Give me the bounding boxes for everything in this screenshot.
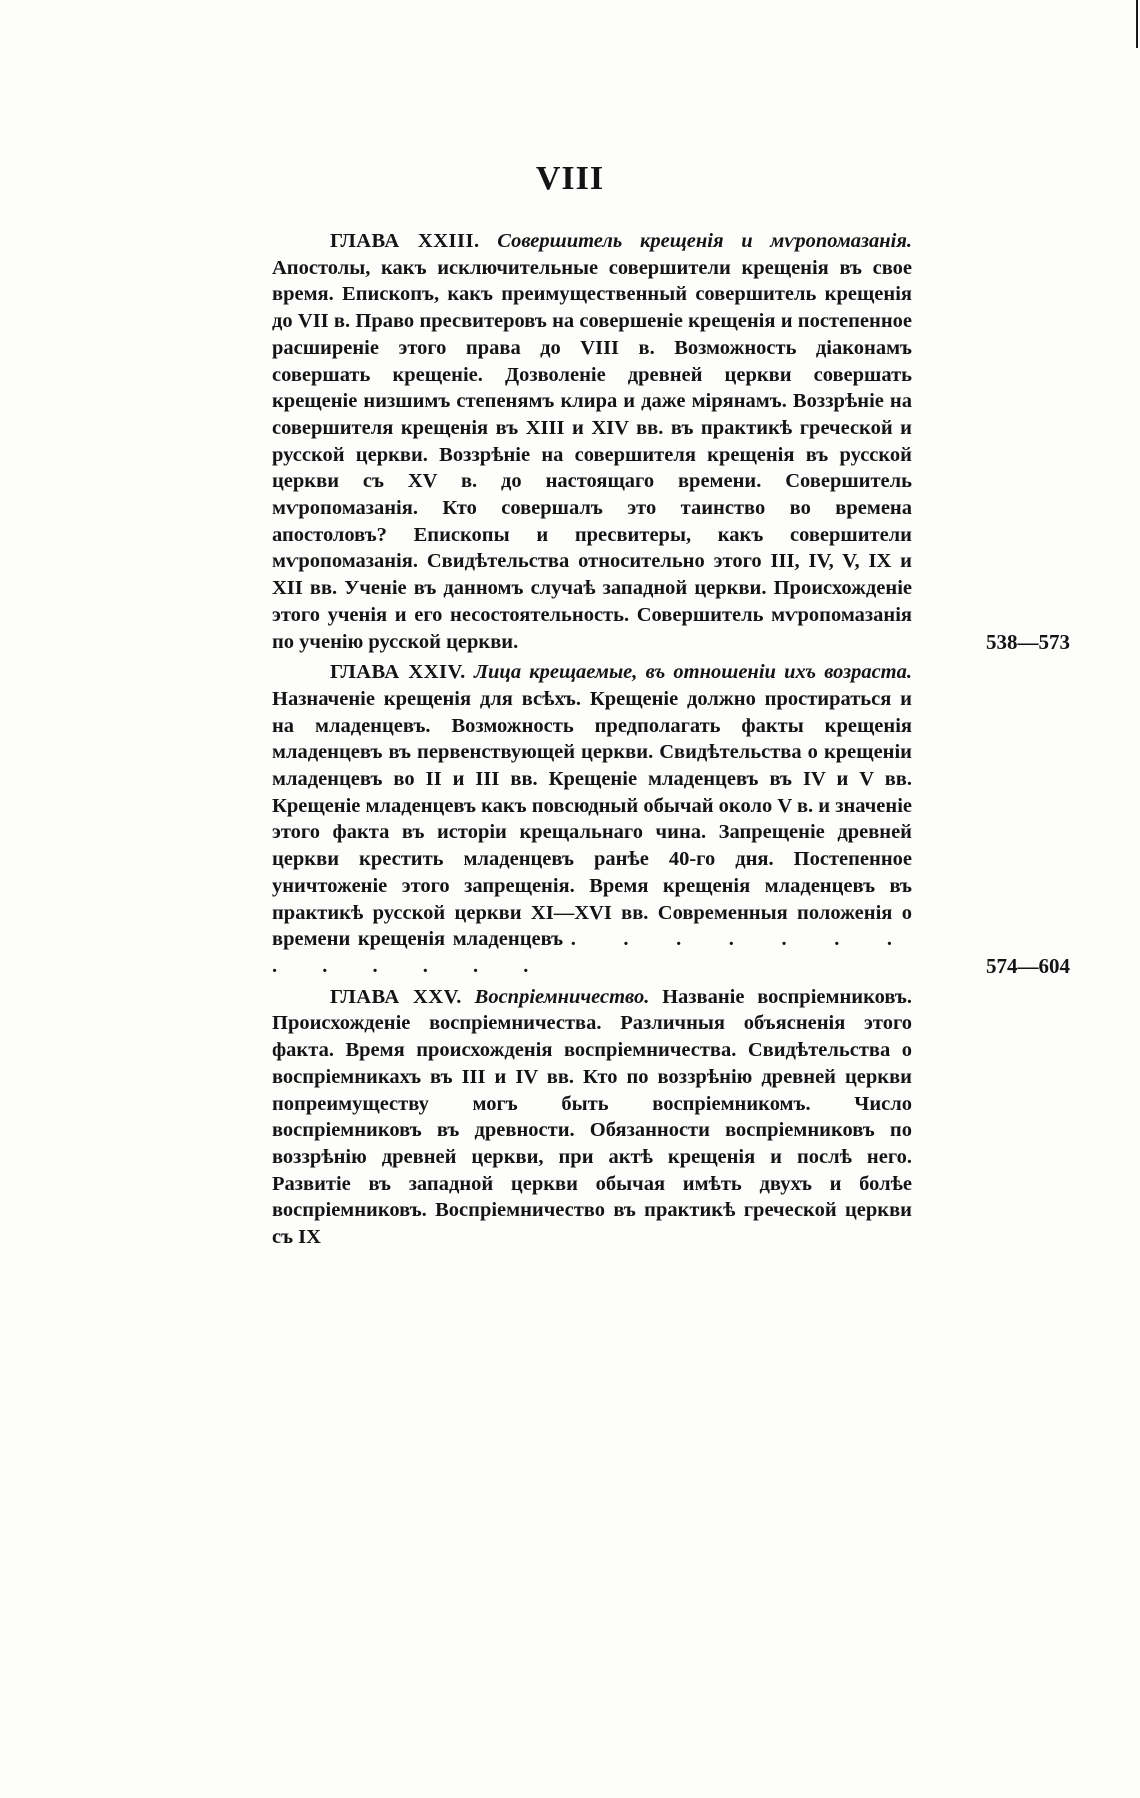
chapter-summary: Названіе воспріемниковъ. Происхожденіе воспріемничества. Различныя объясненія этого факта. Время происхожденія воспріемничества. Свидѣтельства о воспріемникахъ въ III и IV вв. Кто по воззрѣнію древней церкви попреимуществу могъ быть воспріемникомъ. Число воспріемниковъ въ древности. Обязанности воспріемниковъ по воззрѣнію древней церкви, при актѣ крещенія и послѣ него. Развитіе въ западной церкви обычая имѣть двухъ и болѣе воспріемниковъ. Воспріемничество въ практикѣ греческой церкви съ IX <box>272 985 913 1249</box>
leader-dots: . . . . . . . . . . . . . <box>272 928 913 977</box>
scan-edge-line <box>1136 0 1138 48</box>
page-range: 574—604 <box>986 953 1070 978</box>
page-number: VIII <box>535 160 605 197</box>
chapter-title: Совершитель крещенія и мѵропомазанія. <box>497 230 912 252</box>
toc-entry-chapter-25 <box>272 984 912 1251</box>
chapter-title: Лица крещаемые, въ отношеніи ихъ возраста. <box>473 661 912 684</box>
chapter-heading: ГЛАВА XXV. <box>330 985 462 1008</box>
chapter-summary: Апостолы, какъ исключительные совершители крещенія въ свое время. Епископъ, какъ преимущественный совершитель крещенія до VII в. Право пресвитеровъ на совершеніе крещенія и постепенное расширеніе этого права до VIII в. Возможность діаконамъ совершать крещеніе. Дозволеніе древней церкви совершать крещеніе низшимъ степенямъ клира и даже мірянамъ. Воззрѣніе на совершителя крещенія въ XIII и XIV вв. въ практикѣ греческой и русской церкви. Воззрѣніе на совершителя крещенія въ русской церкви съ XV в. до настоящаго времени. Совершитель мѵропомазанія. Кто совершалъ это таинство во времена апостоловъ? Епископы и пресвитеры, какъ совершители мѵропомазанія. Свидѣтельства относительно этого III, IV, V, IX и XII вв. Ученіе въ данномъ случаѣ западной церкви. Происхожденіе этого ученія и его несостоятельность. Совершитель мѵропомазанія по ученію русской церкви. <box>272 256 912 653</box>
chapter-summary: Назначеніе крещенія для всѣхъ. Крещеніе должно простираться и на младенцевъ. Возможность предполагать факты крещенія младенцевъ въ первенствующей церкви. Свидѣтельства о крещеніи младенцевъ во II и III вв. Крещеніе младенцевъ въ IV и V вв. Крещеніе младенцевъ какъ повсюдный обычай около V в. и значеніе этого факта въ исторіи крещальнаго чина. Запрещеніе древней церкви крестить младенцевъ ранѣе 40-го дня. Постепенное уничтоженіе этого запрещенія. Время крещенія младенцевъ въ практикѣ русской церкви XI—XVI вв. Современныя положенія о времени крещенія младенцевъ <box>272 687 912 951</box>
table-of-contents <box>272 228 1070 1255</box>
chapter-heading: ГЛАВА XXIV. <box>330 661 466 684</box>
toc-entry-chapter-24 <box>272 659 1070 979</box>
chapter-heading: ГЛАВА XXIII. <box>330 230 480 252</box>
page-range: 538—573 <box>986 629 1070 654</box>
chapter-title: Воспріемничество. <box>474 985 650 1008</box>
toc-entry-chapter-23 <box>272 228 1070 655</box>
